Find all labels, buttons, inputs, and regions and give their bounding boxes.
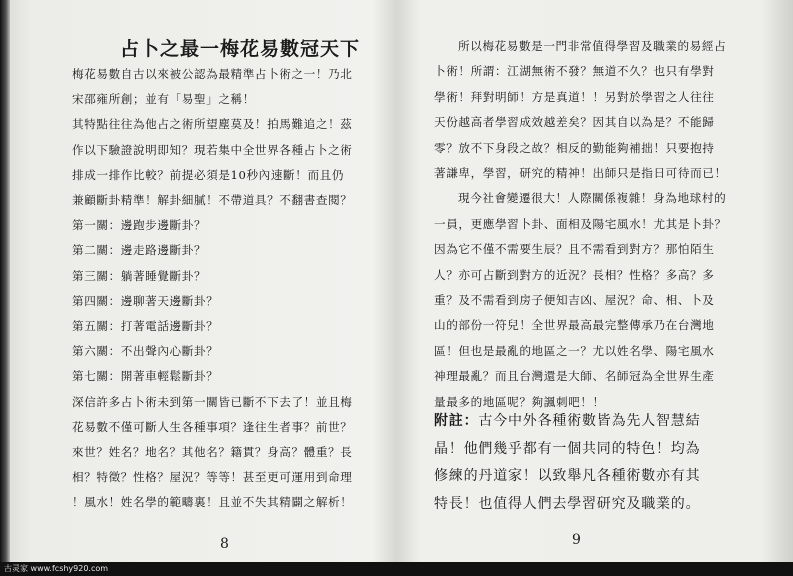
right-page xyxy=(434,0,752,562)
text-line: 卜術！所謂：江湖無術不發？無道不久？也只有學對 xyxy=(434,64,715,79)
text-line: ！風水！姓名學的範疇裏！且並不失其精闢之解析！ xyxy=(72,495,353,510)
note-line xyxy=(434,438,700,458)
note-text: 古今中外各種術數皆為先人智慧結 xyxy=(478,413,701,429)
text-line: 天份越高者學習成效越差矣？因其自以為是？不能歸 xyxy=(434,115,715,130)
watermark-text: 古灵家 www.fcshy920.com xyxy=(4,564,109,573)
text-line: 第六關：不出聲內心斷卦？ xyxy=(72,344,219,359)
right-page-number: 9 xyxy=(572,532,581,548)
text-line: 人？亦可占斷到對方的近況？長相？性格？多高？多 xyxy=(434,267,715,282)
text-line: 其特點往往為他占之術所望塵莫及！拍馬難追之！茲 xyxy=(72,117,353,132)
text-line: 第四關：邊聊著天邊斷卦？ xyxy=(72,293,219,308)
text-line: 第二關：邊走路邊斷卦？ xyxy=(72,243,207,258)
text-line: 神理最亂？而且台灣還是大師、名師冠為全世界生產 xyxy=(434,369,715,384)
text-line: 區！但也是最亂的地區之一？尤以姓名學、陽宅風水 xyxy=(434,343,715,358)
text-line: 現今社會變遷很大！人際關係複雜！身為地球村的 xyxy=(458,191,727,206)
text-line: 花易數不僅可斷人生各種事項？逢往生者事？前世？ xyxy=(72,419,353,434)
note-label: 附註： xyxy=(434,413,479,429)
note-text: 晶！他們幾乎都有一個共同的特色！均為 xyxy=(434,440,701,457)
text-line: 一員，更應學習卜卦、面相及陽宅風水！尤其是卜卦？ xyxy=(434,216,727,231)
text-line: 兼顧斷卦精準！解卦細膩！不帶道具？不翻書查閱？ xyxy=(72,193,353,207)
left-page-number: 8 xyxy=(220,536,229,552)
text-line: 第七關：開著車輕鬆斷卦？ xyxy=(72,369,219,384)
text-line: 零？放不下身段之故？相反的勤能夠補拙！只要抱持 xyxy=(434,140,715,155)
left-page xyxy=(72,0,390,562)
note-line xyxy=(434,465,700,485)
text-line: 深信許多占卜術未到第一關皆已斷不下去了！並且梅 xyxy=(72,394,353,409)
chapter-title: 占卜之最一梅花易數冠天下 xyxy=(120,38,361,60)
text-line: 來世？姓名？地名？其他名？籍貫？身高？體重？長 xyxy=(72,445,353,459)
text-line: 第五關：打著電話邊斷卦？ xyxy=(72,319,219,333)
text-line: 梅花易數自古以來被公認為最精準占卜術之一！乃北 xyxy=(72,67,353,81)
text-line: 相？特徵？性格？屋況？等等！甚至更可運用到命理 xyxy=(72,470,353,485)
text-line: 宋邵雍所創；並有「易聖」之稱！ xyxy=(72,92,255,107)
scan-edge xyxy=(0,0,10,562)
text-line: 排成一排作比較？前提必須是10秒內速斷！而且仍 xyxy=(72,167,345,182)
watermark-bar xyxy=(0,562,793,576)
text-line: 學術！拜對明師！方是真道！！另對於學習之人往往 xyxy=(434,89,715,104)
text-line: 所以梅花易數是一門非常值得學習及職業的易經占 xyxy=(458,39,727,53)
text-line: 第三關：躺著睡覺斷卦？ xyxy=(72,268,207,283)
text-line: 作以下驗證說明即知？現若集中全世界各種占卜之術 xyxy=(72,142,353,157)
text-line: 量最多的地區呢？夠諷刺吧！！ xyxy=(434,394,605,409)
text-line: 著謙卑，學習，研究的精神！出師只是指日可待而已！ xyxy=(434,166,727,180)
text-line: 山的部份一符兒！全世界最高最完整傳承乃在台灣地 xyxy=(434,318,715,333)
text-line: 重？及不需看到房子便知吉凶、屋況？命、相、卜及 xyxy=(434,293,715,307)
text-line: 第一關：邊跑步邊斷卦？ xyxy=(72,218,207,233)
note-text: 修練的丹道家！以致舉凡各種術數亦有其 xyxy=(434,468,701,484)
text-line: 因為它不僅不需要生辰？且不需看到對方？那怕陌生 xyxy=(434,242,715,257)
note-line xyxy=(434,493,700,513)
note-line xyxy=(434,410,700,430)
note-text: 特長！也值得人們去學習研究及職業的。 xyxy=(434,495,701,512)
